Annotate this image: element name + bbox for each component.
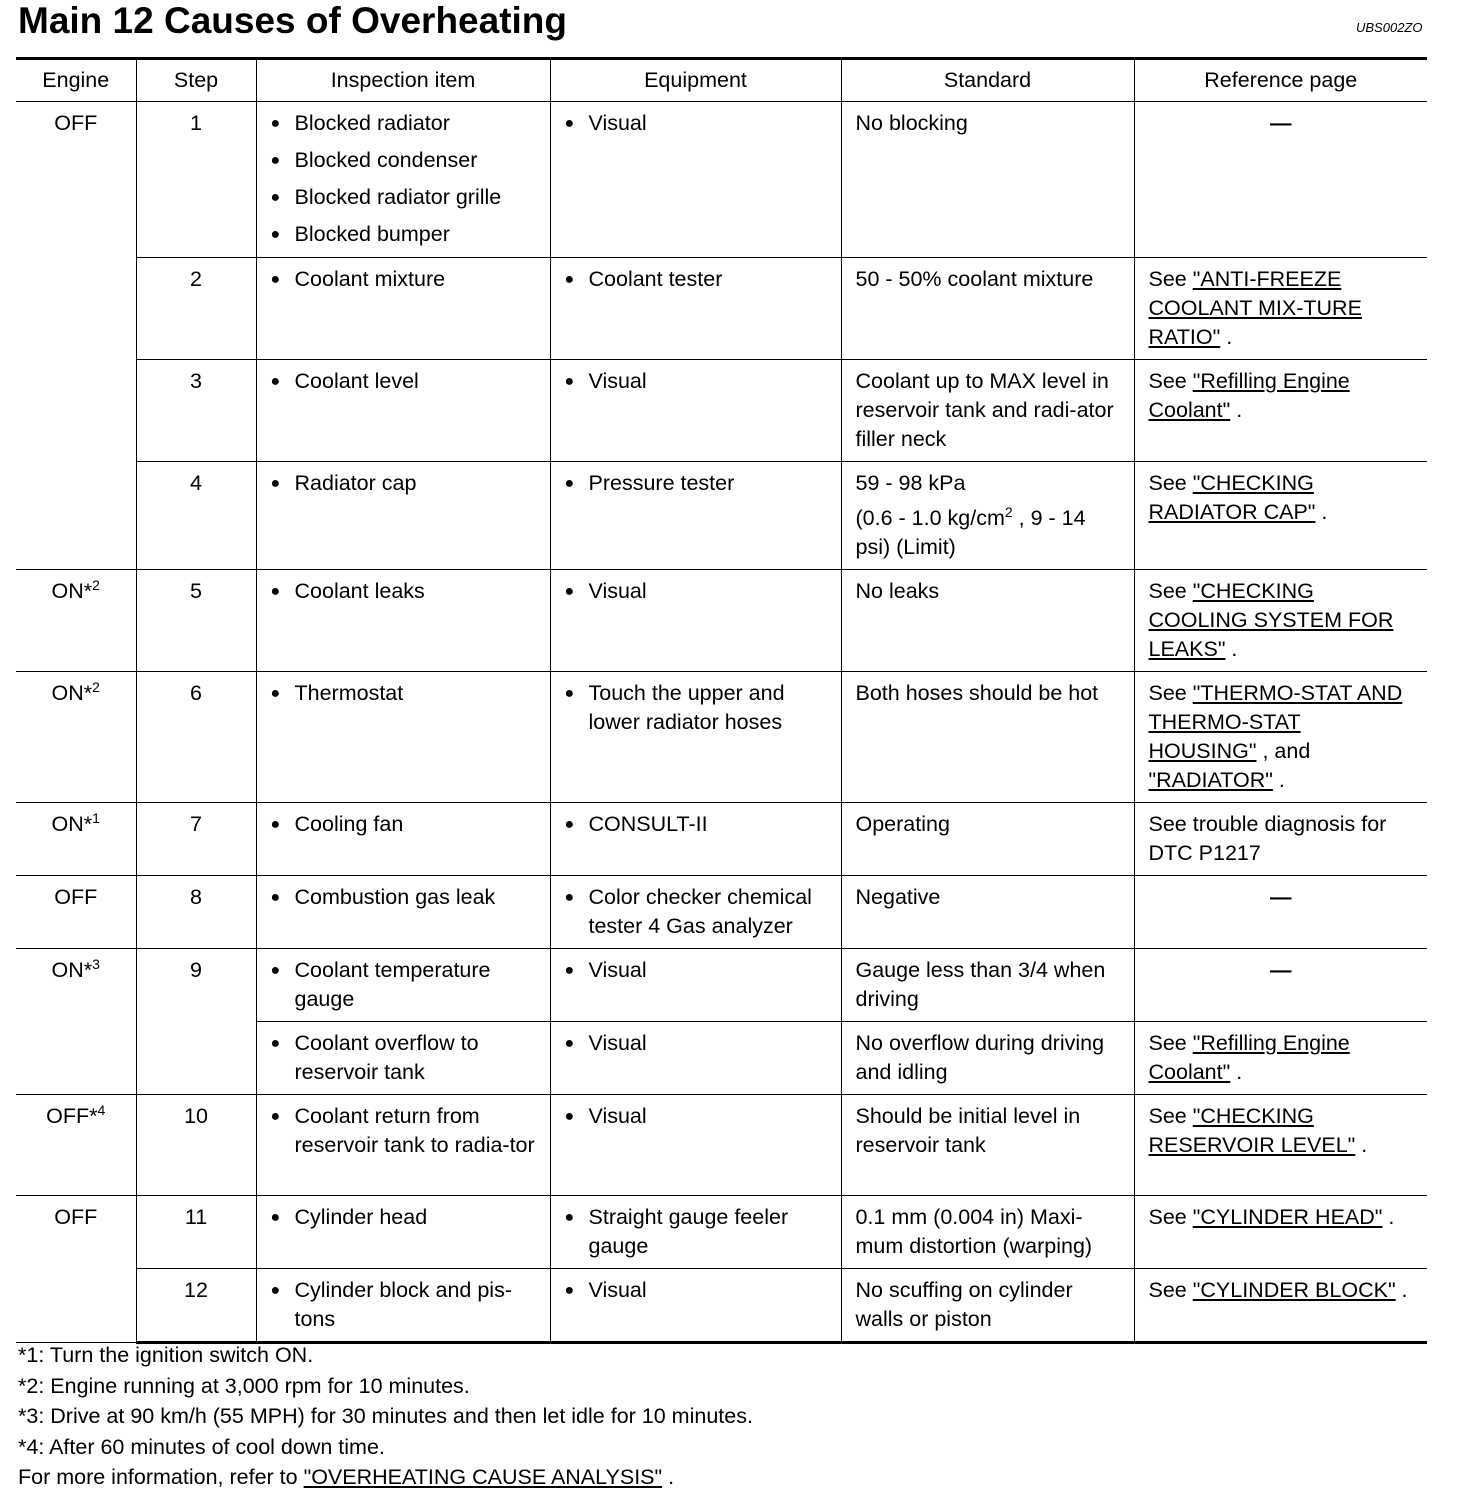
engine-cell <box>16 570 136 672</box>
step-cell: 4 <box>136 462 256 570</box>
table-row <box>16 1196 1427 1269</box>
overheating-causes-table <box>16 57 1427 1344</box>
step-cell: 6 <box>136 672 256 803</box>
step-cell: 8 <box>136 876 256 949</box>
list-item: ● CONSULT-II <box>565 810 827 839</box>
list-item: ● Coolant temperature gauge <box>271 956 536 1014</box>
step-cell: 7 <box>136 803 256 876</box>
standard-text: , 9 - 14 psi) (Limit) <box>855 506 1086 559</box>
inspection-cell <box>256 360 550 462</box>
engine-text: ON* <box>51 958 93 982</box>
equipment-cell <box>550 360 841 462</box>
equipment-cell <box>550 102 841 258</box>
reference-prefix: See <box>1148 681 1193 705</box>
list-item: ● Coolant return from reservoir tank to radia-tor <box>271 1102 536 1160</box>
list-item: ● Coolant level <box>271 367 536 396</box>
engine-cell <box>16 1095 136 1196</box>
more-info <box>18 1462 753 1493</box>
equipment-cell <box>550 462 841 570</box>
footnote: *2: Engine running at 3,000 rpm for 10 minutes. <box>18 1373 470 1398</box>
reference-cell <box>1134 672 1427 803</box>
inspection-cell <box>256 1196 550 1269</box>
equipment-cell <box>550 1196 841 1269</box>
list-item: ● Visual <box>565 367 827 396</box>
header-inspection-item: Inspection item <box>256 59 550 102</box>
table-row <box>16 462 1427 570</box>
table-row <box>16 803 1427 876</box>
standard-cell: No leaks <box>841 570 1134 672</box>
reference-cell <box>1134 570 1427 672</box>
equipment-cell <box>550 803 841 876</box>
table-row <box>16 570 1427 672</box>
reference-link[interactable]: "Refilling Engine Coolant" <box>1148 1031 1350 1084</box>
table-row <box>16 258 1427 360</box>
reference-cell <box>1134 1196 1427 1269</box>
reference-suffix: . <box>1355 1133 1368 1157</box>
overheating-analysis-link[interactable]: "OVERHEATING CAUSE ANALYSIS" <box>303 1465 663 1489</box>
list-item: ● Blocked bumper <box>271 220 536 249</box>
more-info-text: For more information, refer to <box>18 1465 304 1489</box>
footnote: *4: After 60 minutes of cool down time. <box>18 1434 385 1459</box>
superscript: 3 <box>92 955 100 972</box>
table-row <box>16 876 1427 949</box>
reference-prefix: See <box>1148 579 1193 603</box>
reference-link[interactable]: "THERMO-STAT AND THERMO-STAT HOUSING" <box>1148 681 1403 763</box>
reference-cell: — <box>1134 102 1427 258</box>
reference-suffix: . <box>1220 325 1233 349</box>
reference-suffix: . <box>1230 398 1243 422</box>
engine-cell: OFF <box>16 1196 136 1343</box>
inspection-cell <box>256 876 550 949</box>
superscript: 2 <box>92 678 100 695</box>
standard-text: (0.6 - 1.0 kg/cm <box>855 506 1005 530</box>
reference-text: , and <box>1256 739 1311 763</box>
reference-suffix: . <box>1315 500 1328 524</box>
reference-prefix: See <box>1148 1205 1193 1229</box>
table-row <box>16 1269 1427 1343</box>
table-header-row <box>16 59 1427 102</box>
list-item: ● Combustion gas leak <box>271 883 536 912</box>
inspection-cell <box>256 949 550 1022</box>
reference-cell <box>1134 1269 1427 1343</box>
table-row <box>16 360 1427 462</box>
inspection-cell <box>256 1022 550 1095</box>
list-item: ● Visual <box>565 1102 827 1131</box>
reference-suffix: . <box>1382 1205 1395 1229</box>
list-item: ● Blocked condenser <box>271 146 536 175</box>
standard-cell: Both hoses should be hot <box>841 672 1134 803</box>
footnotes <box>18 1340 753 1493</box>
list-item: ● Touch the upper and lower radiator hoses <box>565 679 827 737</box>
reference-prefix: See <box>1148 1278 1193 1302</box>
reference-cell: — <box>1134 876 1427 949</box>
reference-cell <box>1134 1022 1427 1095</box>
reference-prefix: See <box>1148 267 1193 291</box>
standard-cell: No scuffing on cylinder walls or piston <box>841 1269 1134 1343</box>
list-item: ● Visual <box>565 956 827 985</box>
superscript: 4 <box>97 1101 106 1118</box>
superscript: 2 <box>92 576 100 593</box>
list-item: ● Blocked radiator <box>271 109 536 138</box>
reference-prefix: See <box>1148 1104 1193 1128</box>
reference-cell <box>1134 360 1427 462</box>
reference-link[interactable]: "CHECKING RESERVOIR LEVEL" <box>1148 1104 1356 1157</box>
reference-cell: — <box>1134 949 1427 1022</box>
table-row <box>16 949 1427 1022</box>
reference-link[interactable]: "CYLINDER BLOCK" <box>1192 1278 1396 1302</box>
engine-cell: OFF <box>16 876 136 949</box>
equipment-cell <box>550 876 841 949</box>
equipment-cell <box>550 570 841 672</box>
inspection-cell <box>256 1095 550 1196</box>
header-equipment: Equipment <box>550 59 841 102</box>
page-title: Main 12 Causes of Overheating <box>18 0 568 41</box>
engine-text: ON* <box>51 681 93 705</box>
standard-line: 59 - 98 kPa <box>855 471 966 495</box>
inspection-cell <box>256 258 550 360</box>
standard-cell: 50 - 50% coolant mixture <box>841 258 1134 360</box>
list-item: ● Radiator cap <box>271 469 536 498</box>
list-item: ● Visual <box>565 1276 827 1305</box>
engine-cell <box>16 672 136 803</box>
table-row <box>16 1095 1427 1196</box>
engine-cell <box>16 949 136 1095</box>
engine-cell <box>16 803 136 876</box>
list-item: ● Coolant tester <box>565 265 827 294</box>
reference-prefix: See <box>1148 471 1193 495</box>
engine-text: OFF* <box>46 1104 98 1128</box>
reference-link[interactable]: "CYLINDER HEAD" <box>1192 1205 1383 1229</box>
equipment-cell <box>550 1095 841 1196</box>
step-cell: 9 <box>136 949 256 1095</box>
step-cell: 12 <box>136 1269 256 1343</box>
superscript: 2 <box>1004 503 1013 520</box>
equipment-cell <box>550 258 841 360</box>
standard-cell: Negative <box>841 876 1134 949</box>
standard-cell: Should be initial level in reservoir tank <box>841 1095 1134 1196</box>
list-item: ● Straight gauge feeler gauge <box>565 1203 827 1261</box>
inspection-cell <box>256 803 550 876</box>
step-cell: 1 <box>136 102 256 258</box>
list-item: ● Color checker chemical tester 4 Gas analyzer <box>565 883 827 941</box>
standard-cell <box>841 462 1134 570</box>
engine-text: ON* <box>51 579 93 603</box>
standard-cell: 0.1 mm (0.004 in) Maxi-mum distortion (warping) <box>841 1196 1134 1269</box>
engine-cell: OFF <box>16 102 136 570</box>
inspection-cell <box>256 570 550 672</box>
superscript: 1 <box>92 809 100 826</box>
reference-suffix: . <box>1225 637 1238 661</box>
table-row <box>16 672 1427 803</box>
reference-link[interactable]: "ANTI-FREEZE COOLANT MIX-TURE RATIO" <box>1148 267 1362 349</box>
list-item: ● Thermostat <box>271 679 536 708</box>
reference-suffix: . <box>1230 1060 1243 1084</box>
standard-cell: Coolant up to MAX level in reservoir tank and radi-ator filler neck <box>841 360 1134 462</box>
more-info-suffix: . <box>662 1465 675 1489</box>
step-cell: 5 <box>136 570 256 672</box>
step-cell: 10 <box>136 1095 256 1196</box>
reference-suffix: . <box>1395 1278 1408 1302</box>
step-cell: 3 <box>136 360 256 462</box>
header-reference-page: Reference page <box>1134 59 1427 102</box>
reference-link[interactable]: "RADIATOR" <box>1148 768 1273 792</box>
inspection-cell <box>256 102 550 258</box>
list-item: ● Visual <box>565 577 827 606</box>
list-item: ● Coolant mixture <box>271 265 536 294</box>
document-code: UBS002ZO <box>1356 20 1423 35</box>
reference-cell: See trouble diagnosis for DTC P1217 <box>1134 803 1427 876</box>
list-item: ● Coolant leaks <box>271 577 536 606</box>
reference-prefix: See <box>1148 1031 1193 1055</box>
standard-cell: No blocking <box>841 102 1134 258</box>
reference-suffix: . <box>1272 768 1285 792</box>
standard-cell: No overflow during driving and idling <box>841 1022 1134 1095</box>
list-item: ● Coolant overflow to reservoir tank <box>271 1029 536 1087</box>
header-engine: Engine <box>16 59 136 102</box>
list-item: ● Cylinder head <box>271 1203 536 1232</box>
step-cell: 11 <box>136 1196 256 1269</box>
equipment-cell <box>550 1269 841 1343</box>
footnote: *1: Turn the ignition switch ON. <box>18 1343 314 1367</box>
reference-link[interactable]: "Refilling Engine Coolant" <box>1148 369 1350 422</box>
reference-cell <box>1134 1095 1427 1196</box>
reference-link[interactable]: "CHECKING RADIATOR CAP" <box>1148 471 1316 524</box>
header-standard: Standard <box>841 59 1134 102</box>
engine-text: ON* <box>51 812 93 836</box>
inspection-cell <box>256 672 550 803</box>
header-step: Step <box>136 59 256 102</box>
equipment-cell <box>550 949 841 1022</box>
footnote: *3: Drive at 90 km/h (55 MPH) for 30 minutes and then let idle for 10 minutes. <box>18 1404 753 1428</box>
inspection-cell <box>256 1269 550 1343</box>
reference-link[interactable]: "CHECKING COOLING SYSTEM FOR LEAKS" <box>1148 579 1394 661</box>
list-item: ● Visual <box>565 109 827 138</box>
list-item: ● Cooling fan <box>271 810 536 839</box>
equipment-cell <box>550 672 841 803</box>
reference-prefix: See <box>1148 369 1193 393</box>
inspection-cell <box>256 462 550 570</box>
step-cell: 2 <box>136 258 256 360</box>
table-row <box>16 102 1427 258</box>
list-item: ● Blocked radiator grille <box>271 183 536 212</box>
list-item: ● Cylinder block and pis-tons <box>271 1276 536 1334</box>
list-item: ● Visual <box>565 1029 827 1058</box>
standard-cell: Gauge less than 3/4 when driving <box>841 949 1134 1022</box>
list-item: ● Pressure tester <box>565 469 827 498</box>
equipment-cell <box>550 1022 841 1095</box>
reference-cell <box>1134 462 1427 570</box>
standard-cell: Operating <box>841 803 1134 876</box>
reference-cell <box>1134 258 1427 360</box>
